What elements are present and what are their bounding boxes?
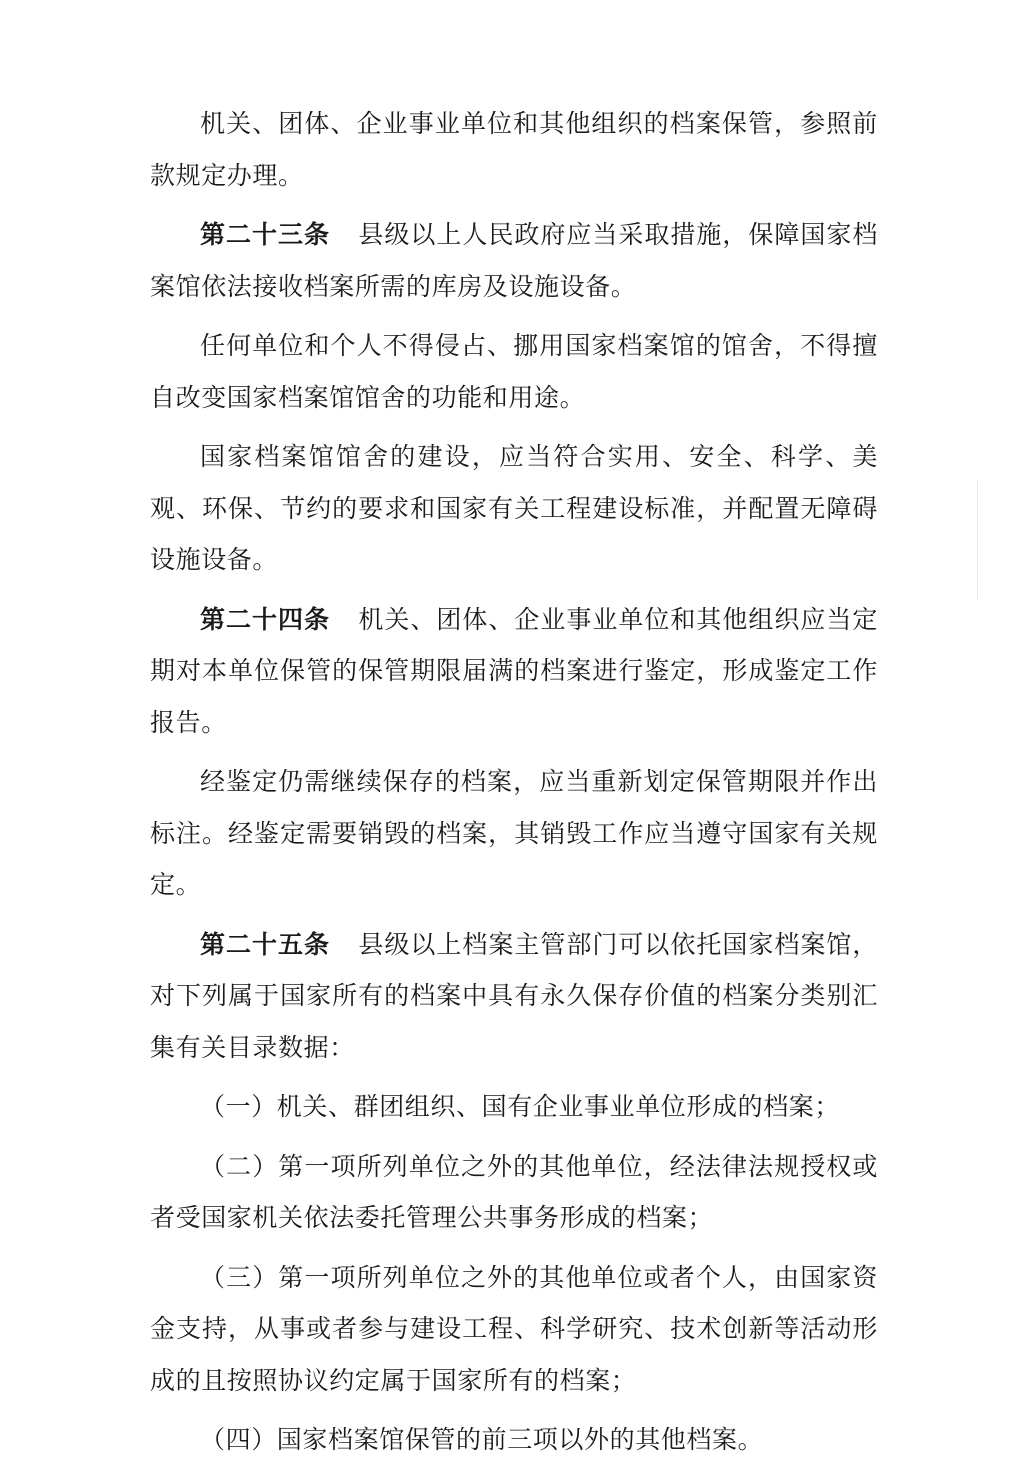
paragraph-text: 国家档案馆馆舍的建设，应当符合实用、安全、科学、美观、环保、节约的要求和国家有关工程建设标准，并配置无障碍设施设备。	[150, 442, 878, 574]
paragraph-text: （四）国家档案馆保管的前三项以外的其他档案。	[200, 1425, 764, 1454]
page-edge-mark	[974, 480, 978, 600]
paragraph	[150, 320, 878, 423]
article-paragraph	[150, 594, 878, 749]
paragraph-text: （二）第一项所列单位之外的其他单位，经法律法规授权或者受国家机关依法委托管理公共事务形成的档案；	[150, 1151, 878, 1232]
article-paragraph	[150, 919, 878, 1074]
list-item	[150, 1414, 878, 1466]
paragraph	[150, 431, 878, 586]
paragraph-text: 任何单位和个人不得侵占、挪用国家档案馆的馆舍，不得擅自改变国家档案馆馆舍的功能和用途。	[150, 331, 878, 412]
paragraph-text: 机关、团体、企业事业单位和其他组织应当定期对本单位保管的保管期限届满的档案进行鉴定，形成鉴定工作报告。	[150, 604, 878, 737]
article-number: 第二十四条	[200, 604, 330, 634]
paragraph-text: 经鉴定仍需继续保存的档案，应当重新划定保管期限并作出标注。经鉴定需要销毁的档案，其销毁工作应当遵守国家有关规定。	[150, 767, 878, 899]
article-number: 第二十五条	[200, 929, 330, 959]
list-item	[150, 1141, 878, 1244]
paragraph-text: 县级以上人民政府应当采取措施，保障国家档案馆依法接收档案所需的库房及设施设备。	[150, 220, 878, 301]
paragraph	[150, 756, 878, 911]
paragraph-text: （一）机关、群团组织、国有企业事业单位形成的档案；	[200, 1092, 841, 1121]
paragraph-text: 机关、团体、企业事业单位和其他组织的档案保管，参照前款规定办理。	[150, 109, 878, 190]
article-number: 第二十三条	[200, 220, 330, 249]
paragraph-text: （三）第一项所列单位之外的其他单位或者个人，由国家资金支持，从事或者参与建设工程、科学研究、技术创新等活动形成的且按照协议约定属于国家所有的档案；	[150, 1262, 878, 1395]
list-item	[150, 1081, 878, 1133]
paragraph	[150, 98, 878, 201]
document-page	[150, 98, 878, 1474]
list-item	[150, 1252, 878, 1407]
article-paragraph	[150, 209, 878, 312]
paragraph-text: 县级以上档案主管部门可以依托国家档案馆，对下列属于国家所有的档案中具有永久保存价值的档案分类别汇集有关目录数据：	[150, 929, 878, 1062]
